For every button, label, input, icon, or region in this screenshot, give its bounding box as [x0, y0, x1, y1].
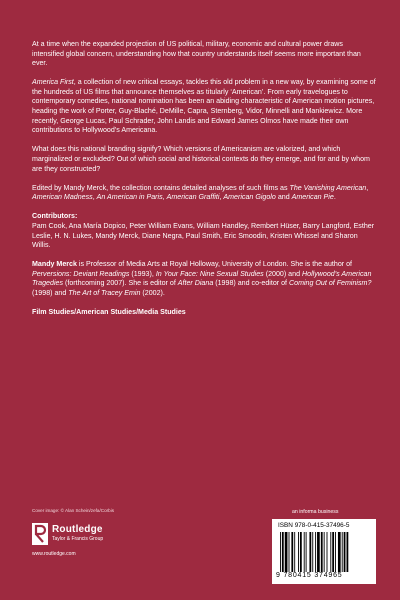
informa-tagline: an informa business: [292, 509, 339, 515]
publisher-group: Taylor & Francis Group: [52, 536, 104, 542]
barcode-icon: [280, 532, 370, 572]
separator: ,: [92, 193, 97, 202]
isbn-label: ISBN 978-0-415-37496-5: [278, 522, 350, 529]
separator: .: [333, 193, 336, 202]
film-title: American Graffiti: [166, 193, 220, 202]
publisher-block: [32, 521, 172, 581]
book-ref: Coming Out of Feminism?: [289, 279, 372, 288]
book-ref: Perversions: Deviant Readings: [32, 269, 130, 278]
book-title: America First: [32, 78, 74, 87]
film-title: An American in Paris: [96, 193, 163, 202]
bio-text: (2002).: [140, 288, 165, 297]
film-title: American Pie: [291, 193, 334, 202]
bio-text: (1998) and co-editor of: [213, 279, 289, 288]
contributors-heading: Contributors:: [32, 212, 78, 221]
book-ref: After Diana: [177, 279, 214, 288]
film-title: American Madness: [32, 193, 93, 202]
publisher-url: www.routledge.com: [32, 551, 76, 557]
publisher-name: Routledge: [52, 524, 103, 535]
bio-text: is Professor of Media Arts at Royal Holloway, University of London. She is the author of: [76, 260, 353, 269]
film-title: American Gigolo: [223, 193, 276, 202]
author-bio: [32, 260, 376, 298]
bio-text: (1998) and: [32, 288, 69, 297]
bio-text: (1993),: [129, 269, 156, 278]
films-paragraph: [32, 184, 376, 203]
book-ref: Hollywood’s American Tragedies: [32, 269, 372, 288]
films-lead: Edited by Mandy Merck, the collection contains detailed analyses of such films as: [32, 183, 290, 192]
cover-image-credit: Cover image: © Alan Schein/zefa/Corbis: [32, 508, 115, 513]
separator: ,: [366, 183, 369, 192]
author-name: Mandy Merck: [32, 260, 77, 269]
separator: and: [275, 193, 292, 202]
back-cover-text: [32, 40, 376, 327]
bio-text: (forthcoming 2007). She is editor of: [63, 279, 178, 288]
description-text: , a collection of new critical essays, tackles this old problem in a new way, by examining some of the hundreds of US films that announce themselves as titularly ‘American’. From early travelogues to contemporary comedies, national nomination has been an abiding characteristic of American motion pictures, heading the work of Porter, Guy-Blaché, DeMille, Capra, Sternberg, Vidor, Minnelli and Mankiewicz. More recently, George Lucas, Paul Schrader, John Landis and Edward James Olmos have made their own contributions to Hollywood’s Americana.: [32, 78, 376, 135]
barcode-number: 9 780415 374965: [276, 572, 343, 579]
barcode-panel: [272, 519, 376, 584]
routledge-logo-icon: [32, 523, 48, 545]
subject-categories: Film Studies/American Studies/Media Studies: [32, 308, 186, 317]
separator: ,: [219, 193, 224, 202]
intro-paragraph: At a time when the expanded projection of US political, military, economic and cultural power draws intensified global concern, understanding how that country understands itself seems more important than ever.: [32, 40, 361, 68]
contributors-list: Pam Cook, Ana María Dopico, Peter William Evans, William Handley, Rembert Hüser, Barry Langford, Esther Leslie, H. N. Lukes, Mandy Merck, Diane Negra, Paul Smith, Eric Smoodin, Kristen Whissel and Sharon Willis.: [32, 221, 375, 250]
questions-paragraph: What does this national branding signify? Which versions of Americanism are valorized, and which marginalized or excluded? Out of which social and historical contexts do they emerge, and for and by whom are they constructed?: [32, 145, 370, 173]
contributors-block: [32, 212, 376, 250]
film-title: The Vanishing American: [289, 183, 367, 192]
book-ref: In Your Face: Nine Sexual Studies: [155, 269, 264, 278]
separator: ,: [162, 193, 167, 202]
bio-text: (2000) and: [263, 269, 302, 278]
description-paragraph: [32, 78, 376, 136]
book-ref: The Art of Tracey Emin: [68, 288, 141, 297]
